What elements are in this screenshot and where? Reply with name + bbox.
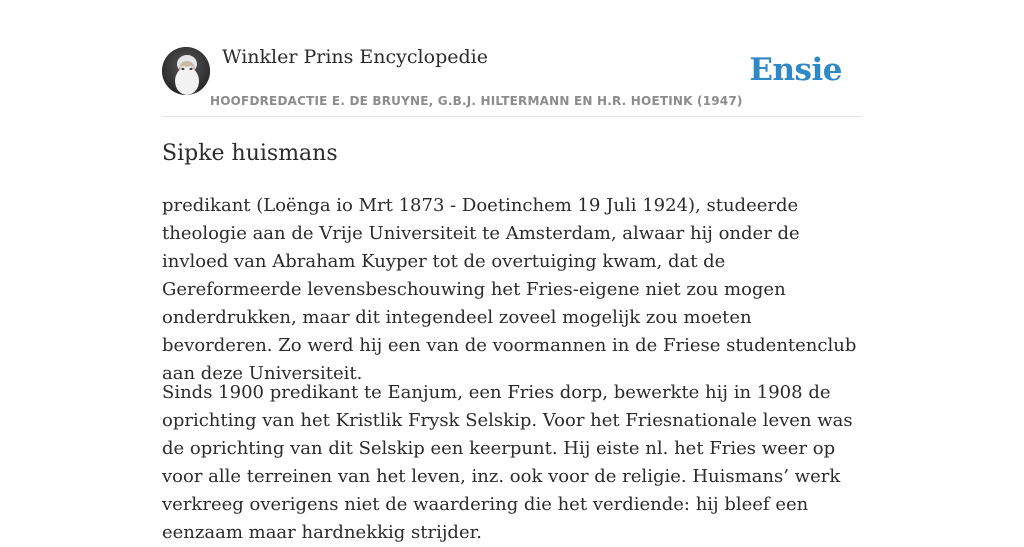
article-title: Sipke huismans (162, 141, 338, 166)
editors-credit: HOOFDREDACTIE E. DE BRUYNE, G.B.J. HILTERMANN EN H.R. HOETINK (1947) (210, 94, 743, 108)
source-header (162, 0, 862, 117)
article-paragraph: Sinds 1900 predikant te Eanjum, een Fries dorp, bewerkte hij in 1908 de oprichting van het Kristlik Frysk Selskip. Voor het Friesnationale leven was de oprichting van dit Selskip een keerpunt. Hij eiste nl. het Fries weer op voor alle terreinen van het leven, inz. ook voor de religie. Huismans’ werk verkreeg overigens niet de waardering die het verdiende: hij bleef een eenzaam maar hardnekkig strijder. (162, 382, 853, 543)
article-paragraph: predikant (Loënga io Mrt 1873 - Doetinchem 19 Juli 1924), studeerde theologie aan de Vrije Universiteit te Amsterdam, alwaar hij onder de invloed van Abraham Kuyper tot de overtuiging kwam, dat de Gereformeerde levensbeschouwing het Fries-eigene niet zou mogen onderdrukken, maar dit integendeel zoveel mogelijk zou moeten bevorderen. Zo werd hij een van de voormannen in de Friese studentenclub aan deze Universiteit. (162, 195, 857, 384)
source-title[interactable]: Winkler Prins Encyclopedie (222, 46, 488, 68)
page-container (162, 0, 862, 543)
source-avatar[interactable] (162, 47, 210, 95)
ensie-logo[interactable]: Ensie (749, 52, 842, 88)
bearded-man-portrait-icon (162, 47, 210, 95)
